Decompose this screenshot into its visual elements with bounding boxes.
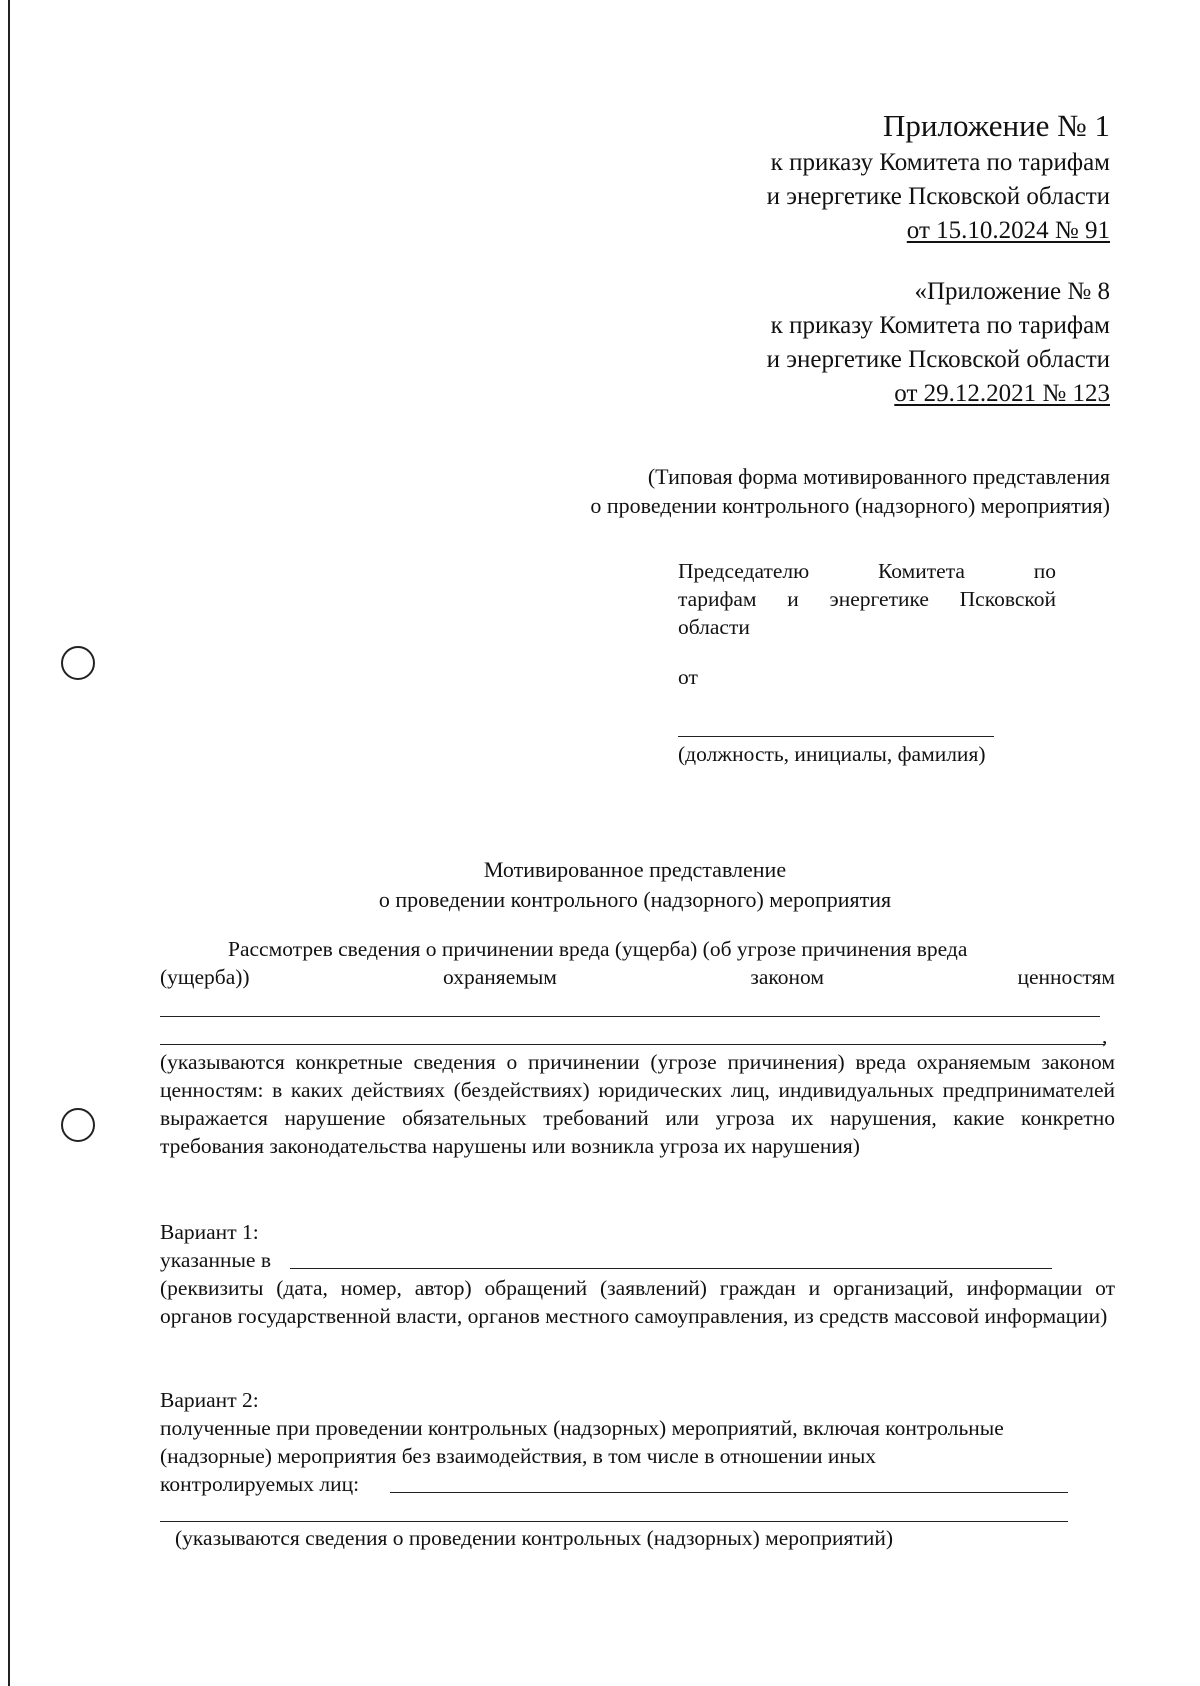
form-note-line2: о проведении контрольного (надзорного) мероприятия) — [590, 493, 1110, 518]
appendix1-date: от 15.10.2024 № 91 — [906, 217, 1110, 244]
variant1-label: Вариант 1: — [160, 1220, 259, 1244]
form-note-line1: (Типовая форма мотивированного представления — [647, 464, 1110, 489]
variant2-line1: полученные при проведении контрольных (надзорных) мероприятий, включая контрольные — [160, 1416, 1004, 1440]
form-note — [440, 462, 1110, 520]
addressee-name-line — [678, 736, 994, 737]
document-title-line1: Мотивированное представление — [483, 857, 787, 882]
appendix1-title: Приложение № 1 — [883, 108, 1110, 143]
appendix8-header — [600, 275, 1110, 411]
addressee-word: Председателю — [678, 559, 810, 583]
intro-word: законом — [750, 965, 824, 989]
appendix1-line2: и энергетике Псковской области — [766, 183, 1110, 210]
variant1-blank-line — [290, 1268, 1052, 1269]
intro-word: (ущерба)) — [160, 965, 250, 989]
intro-comma: , — [1102, 1024, 1108, 1048]
variant2-lead: контролируемых лиц: — [160, 1472, 360, 1496]
addressee-from: от — [678, 665, 698, 689]
variant2-block — [160, 1386, 1120, 1498]
variant1-lead: указанные в — [160, 1248, 271, 1272]
addressee-block — [678, 557, 1056, 691]
punch-hole-bottom — [61, 1108, 95, 1142]
appendix1-line1: к приказу Комитета по тарифам — [770, 149, 1110, 176]
intro-blank-line-1 — [160, 1016, 1100, 1017]
addressee-word: Комитета — [878, 559, 965, 583]
binding-edge-line — [8, 0, 10, 1686]
addressee-word: по — [1033, 559, 1056, 583]
appendix1-header — [600, 108, 1110, 248]
appendix8-date: от 29.12.2021 № 123 — [894, 380, 1110, 407]
intro-word: ценностям — [1017, 965, 1115, 989]
variant2-blank-line-1 — [390, 1492, 1068, 1493]
variant1-block — [160, 1218, 1115, 1274]
document-title-line2: о проведении контрольного (надзорного) мероприятия — [378, 887, 892, 912]
appendix8-title: «Приложение № 8 — [914, 278, 1110, 305]
variant2-note: (указываются сведения о проведении контрольных (надзорных) мероприятий) — [175, 1526, 894, 1550]
intro-paragraph — [160, 935, 1115, 991]
document-title — [120, 855, 1150, 915]
punch-hole-top — [61, 646, 95, 680]
variant2-line2: (надзорные) мероприятия без взаимодействия, в том числе в отношении иных — [160, 1444, 877, 1468]
intro-note: (указываются конкретные сведения о причинении (угрозе причинения) вреда охраняемым законом ценностям: в каких действиях (бездействиях) юридических лиц, индивидуальных предпринимателей выражается нарушение обязательных требований или угроза их нарушения, какие конкретно требования законодательства нарушены или возникла угроза их нарушения) — [160, 1050, 1115, 1158]
addressee-caption: (должность, инициалы, фамилия) — [678, 742, 986, 766]
intro-line1: Рассмотрев сведения о причинении вреда (ущерба) (об угрозе причинения вреда — [228, 937, 968, 961]
variant2-label: Вариант 2: — [160, 1388, 259, 1412]
appendix8-line2: и энергетике Псковской области — [766, 346, 1110, 373]
variant2-blank-line-2 — [160, 1521, 1068, 1522]
addressee-line2: тарифам и энергетике Псковской — [678, 587, 1056, 611]
appendix8-line1: к приказу Комитета по тарифам — [770, 312, 1110, 339]
intro-word: охраняемым — [443, 965, 557, 989]
variant1-note: (реквизиты (дата, номер, автор) обращений (заявлений) граждан и организаций, информации от органов государственной власти, органов местного самоуправления, из средств массовой информации) — [160, 1276, 1115, 1328]
addressee-line1 — [678, 557, 1056, 585]
addressee-line3: области — [678, 615, 750, 639]
intro-blank-line-2 — [160, 1044, 1105, 1045]
intro-line2 — [160, 963, 1115, 991]
